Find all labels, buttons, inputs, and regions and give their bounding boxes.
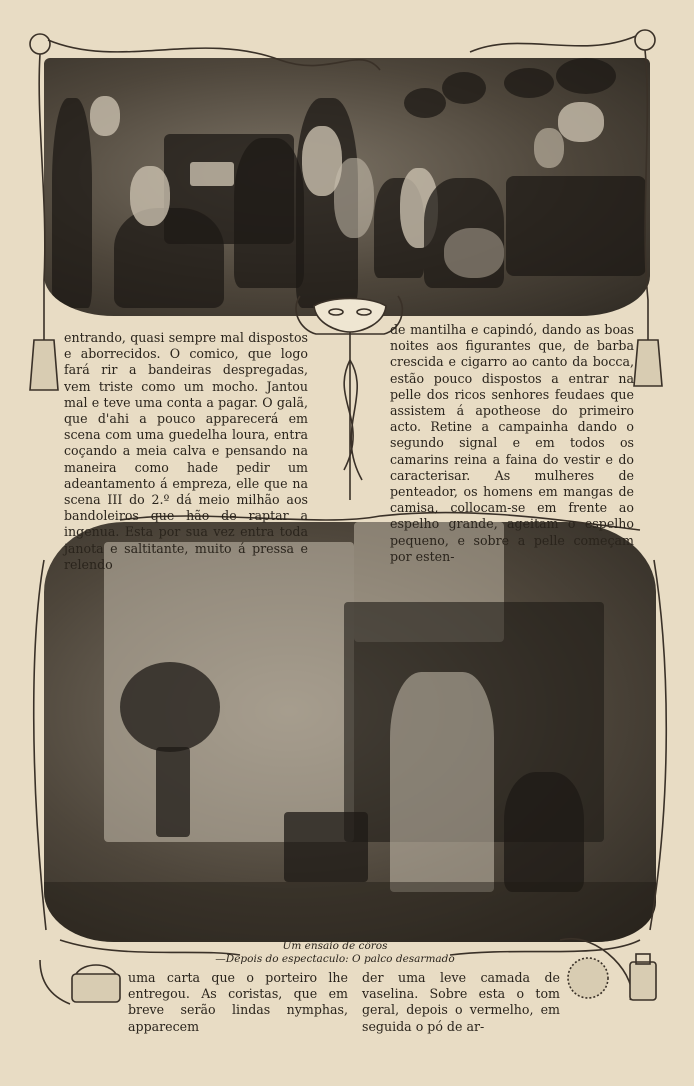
caption-line-2: —Depois do espectaculo: O palco desarmado [215,953,455,965]
photo-caption [140,940,530,966]
paragraph-bottom-left: uma carta que o porteiro lhe entregou. As coristas, que em breve serão lindas nymphas, apparecem [128,970,348,1034]
paragraph-bottom-right: der uma leve camada de vaselina. Sobre esta o tom geral, depois o vermelho, em seguida o pó de ar- [362,970,560,1034]
text-column-bottom-left [128,970,348,1035]
paragraph-top-right: de mantilha e capindó, dando as boas noites aos figurantes que, de barba crescida e cigarro ao canto da bocca, estão pouco dispostos a entrar na pelle dos ricos senhores feudaes que assistem á apotheose do primeiro acto. Retine a campainha dando o segundo signal e em todos os camarins reina a faina do vestir e do caracterisar. As mulheres de penteador, os homens em mangas de camisa, collocam-se em frente ao espelho grande, ageitam o espelho pequeno, e sobre a pelle começam por esten- [390,322,634,564]
text-column-top-left [64,330,308,573]
paragraph-top-left: entrando, quasi sempre mal dispostos e aborrecidos. O comico, que logo fará rir a bandeiras despregadas, vem triste como um mocho. Jantou mal e teve uma conta a pagar. O galã, que d'ahi a pouco apparecerá em scena com uma guedelha loura, entra coçando a meia calva e pensando na maneira como hade pedir um adeantamento á empreza, elle que na scena III do 2.º dá meio milhão aos bandoleiros que hão de raptar a ingenua. Esta por sua vez entra toda janota e saltitante, muito á pressa e relendo [64,330,308,572]
text-column-top-right [390,322,634,565]
caption-line-1: Um ensaio de côros [282,940,388,952]
text-column-bottom-right [362,970,560,1035]
